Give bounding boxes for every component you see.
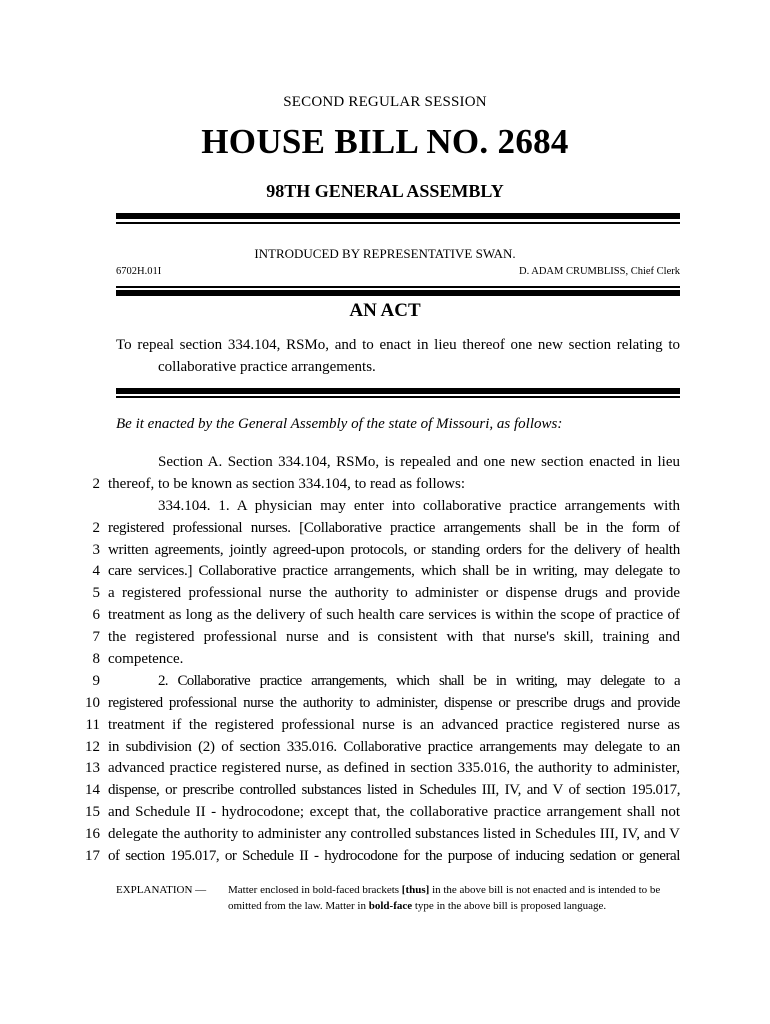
line-number: 3 — [92, 541, 100, 558]
bill-line — [76, 758, 680, 780]
divider-rule — [116, 222, 680, 224]
line-text: of section 195.017, or Schedule II - hydrocodone for the purpose of inducing sedation or general — [108, 848, 680, 865]
divider-rule — [116, 286, 680, 288]
line-text: and Schedule II - hydrocodone; except that, the collaborative practice arrangement shall not — [108, 804, 680, 821]
line-number: 10 — [85, 694, 100, 711]
enacting-clause: Be it enacted by the General Assembly of the state of Missouri, as follows: — [116, 416, 563, 432]
line-text: treatment as long as the delivery of such health care services is within the scope of practice of — [108, 607, 680, 624]
line-number: 14 — [85, 782, 100, 799]
divider-rule — [116, 388, 680, 394]
bill-line — [76, 627, 680, 649]
bill-line — [76, 737, 680, 759]
chief-clerk: D. ADAM CRUMBLISS, Chief Clerk — [518, 266, 680, 277]
bill-line — [76, 561, 680, 583]
line-number: 2 — [92, 475, 100, 492]
document-code: 6702H.01I — [116, 266, 162, 277]
bill-line — [76, 605, 680, 627]
line-text: competence. — [108, 651, 184, 668]
line-text: delegate the authority to administer any controlled substances listed in Schedules III, IV, and V — [108, 826, 680, 843]
line-number: 6 — [92, 607, 100, 624]
line-number: 4 — [92, 563, 100, 580]
line-text: advanced practice registered nurse, as defined in section 335.016, the authority to administer, — [108, 760, 680, 777]
divider-rule — [116, 290, 680, 296]
bill-line — [76, 715, 680, 737]
bold-face-example: bold-face — [368, 900, 413, 912]
line-number: 2 — [92, 519, 100, 536]
line-number: 9 — [92, 672, 100, 689]
bill-line — [76, 452, 680, 474]
line-text: registered professional nurses. [Collaborative practice arrangements shall be in the form of — [108, 519, 680, 536]
explanation-label: EXPLANATION — — [116, 884, 207, 896]
divider-rule — [116, 396, 680, 398]
line-text: Section A. Section 334.104, RSMo, is repealed and one new section enacted in lieu — [158, 454, 680, 470]
line-number: 13 — [85, 760, 100, 777]
bill-line — [76, 671, 680, 693]
act-title-line: To repeal section 334.104, RSMo, and to enact in lieu thereof one new section relating to — [116, 337, 680, 353]
bill-line — [76, 496, 680, 518]
act-title-line: collaborative practice arrangements. — [158, 359, 376, 375]
line-text: the registered professional nurse and is consistent with that nurse's skill, training and — [108, 629, 680, 646]
act-title — [116, 334, 680, 378]
line-number: 17 — [85, 848, 100, 865]
line-number: 8 — [92, 651, 100, 668]
line-number: 7 — [92, 629, 100, 646]
line-text: written agreements, jointly agreed-upon protocols, or standing orders for the delivery of health — [108, 541, 680, 558]
line-text: thereof, to be known as section 334.104, to read as follows: — [108, 475, 466, 492]
bill-line — [76, 693, 680, 715]
bill-line — [76, 846, 680, 868]
bill-line — [76, 583, 680, 605]
explanation-part: in the above bill is not enacted and is intended to be omitted from the law. Matter in — [228, 884, 661, 912]
line-text: 334.104. 1. A physician may enter into collaborative practice arrangements with — [158, 497, 680, 514]
line-number: 12 — [85, 738, 100, 755]
bill-line — [76, 474, 680, 496]
bill-line — [76, 824, 680, 846]
bill-line — [76, 649, 680, 671]
divider-rule — [116, 213, 680, 219]
introduced-by: INTRODUCED BY REPRESENTATIVE SWAN. — [254, 246, 516, 261]
bracket-example: [thus] — [401, 884, 430, 896]
act-heading: AN ACT — [349, 300, 421, 321]
line-text: treatment if the registered professional nurse is an advanced practice registered nurse as — [108, 716, 680, 733]
bill-line — [76, 780, 680, 802]
line-text: care services.] Collaborative practice arrangements, which shall be in writing, may delegate to — [108, 563, 680, 580]
line-text: a registered professional nurse the authority to administer or dispense drugs and provide — [108, 585, 680, 602]
line-text: 2. Collaborative practice arrangements, which shall be in writing, may delegate to a — [158, 672, 680, 689]
bill-line — [76, 518, 680, 540]
assembly-heading: 98TH GENERAL ASSEMBLY — [266, 181, 504, 201]
bill-body — [76, 452, 680, 868]
line-text: dispense, or prescribe controlled substances listed in Schedules III, IV, and V of section 195.017, — [108, 782, 680, 799]
line-number: 11 — [85, 716, 100, 733]
bill-number: HOUSE BILL NO. 2684 — [201, 122, 569, 161]
explanation-part: Matter enclosed in bold-faced brackets — [228, 884, 402, 896]
line-text: in subdivision (2) of section 335.016. Collaborative practice arrangements may delegate to an — [108, 738, 680, 755]
line-number: 15 — [85, 804, 100, 821]
bill-line — [76, 540, 680, 562]
line-text: registered professional nurse the authority to administer, dispense or prescribe drugs and provide — [108, 694, 680, 711]
line-number: 16 — [85, 826, 100, 843]
explanation-part: type in the above bill is proposed language. — [412, 900, 607, 912]
line-number: 5 — [92, 585, 100, 602]
bill-line — [76, 802, 680, 824]
explanation-text — [228, 882, 680, 914]
session-heading: SECOND REGULAR SESSION — [283, 94, 487, 110]
